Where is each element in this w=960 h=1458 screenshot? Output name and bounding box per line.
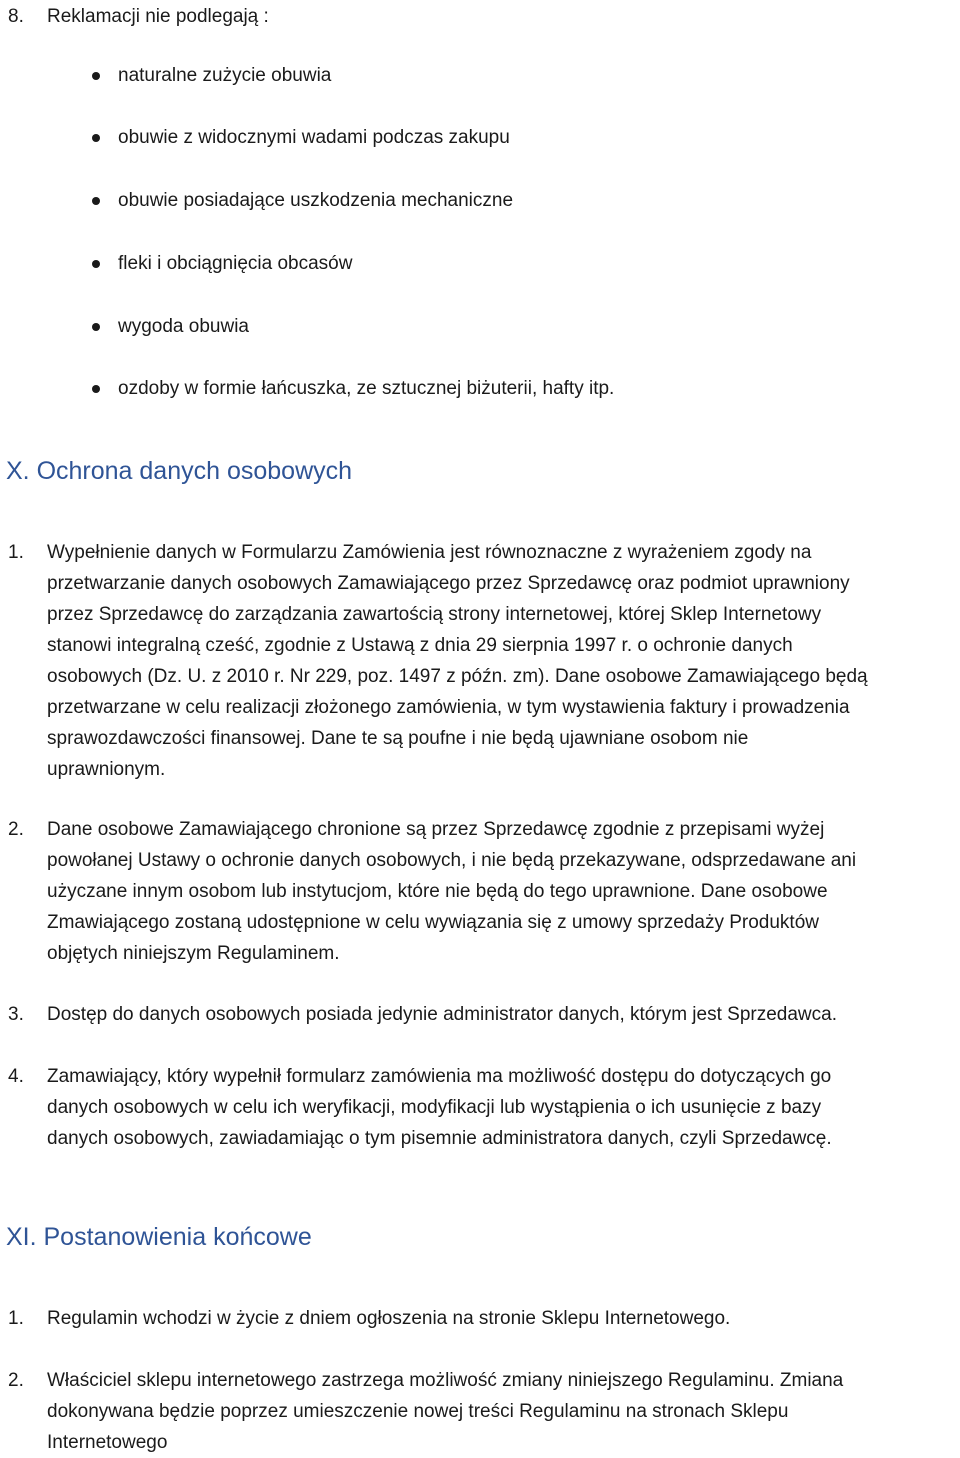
section-8-number: 8.	[8, 6, 24, 27]
text-line: Regulamin wchodzi w życie z dniem ogłoszenia na stronie Sklepu Internetowego.	[47, 1308, 731, 1329]
text-line: przetwarzanie danych osobowych Zamawiającego przez Sprzedawcę oraz podmiot uprawniony	[47, 573, 850, 594]
text-line: sprawozdawczości finansowej. Dane te są poufne i nie będą ujawniane osobom nie	[47, 728, 749, 749]
section-x-item-1-number: 1.	[8, 542, 24, 563]
section-x-item-2-number: 2.	[8, 819, 24, 840]
text-line: przetwarzane w celu realizacji złożonego zamówienia, w tym wystawienia faktury i prowadzenia	[47, 697, 850, 718]
bullet-icon	[92, 72, 100, 80]
section-xi-item-1-number: 1.	[8, 1308, 24, 1329]
text-line: uprawnionym.	[47, 759, 166, 780]
list-item: wygoda obuwia	[118, 316, 249, 337]
bullet-icon	[92, 385, 100, 393]
text-line: Właściciel sklepu internetowego zastrzega możliwość zmiany niniejszego Regulaminu. Zmiana	[47, 1370, 844, 1391]
list-item: ozdoby w formie łańcuszka, ze sztucznej biżuterii, hafty itp.	[118, 378, 615, 399]
text-line: osobowych (Dz. U. z 2010 r. Nr 229, poz. 1497 z późn. zm). Dane osobowe Zamawiającego będą	[47, 666, 868, 687]
text-line: stanowi integralną cześć, zgodnie z Ustawą z dnia 29 sierpnia 1997 r. o ochronie danych	[47, 635, 793, 656]
bullet-icon	[92, 197, 100, 205]
text-line: objętych niniejszym Regulaminem.	[47, 943, 340, 964]
text-line: użyczane innym osobom lub instytucjom, które nie będą do tego uprawnione. Dane osobowe	[47, 881, 828, 902]
bullet-icon	[92, 134, 100, 142]
section-x-item-4-text	[47, 1061, 959, 1154]
text-line: powołanej Ustawy o ochronie danych osobowych, i nie będą przekazywane, odsprzedawane ani	[47, 850, 857, 871]
section-x-item-4-number: 4.	[8, 1066, 24, 1087]
section-8-title: Reklamacji nie podlegają :	[47, 6, 269, 27]
text-line: Wypełnienie danych w Formularzu Zamówienia jest równoznaczne z wyrażeniem zgody na	[47, 542, 812, 563]
text-line: Zamawiający, który wypełnił formularz zamówienia ma możliwość dostępu do dotyczących go	[47, 1066, 832, 1087]
section-x-item-2-text	[47, 814, 959, 969]
list-item: naturalne zużycie obuwia	[118, 65, 332, 86]
section-x-item-3-text	[47, 999, 959, 1030]
text-line: Dostęp do danych osobowych posiada jedynie administrator danych, którym jest Sprzedawca.	[47, 1004, 837, 1025]
text-line: dokonywana będzie poprzez umieszczenie nowej treści Regulaminu na stronach Sklepu	[47, 1401, 789, 1422]
text-line: przez Sprzedawcę do zarządzania zawartością strony internetowej, której Sklep Internetowy	[47, 604, 822, 625]
bullet-icon	[92, 260, 100, 268]
section-x-item-3-number: 3.	[8, 1004, 24, 1025]
list-item: obuwie z widocznymi wadami podczas zakupu	[118, 127, 510, 148]
section-x-item-1-text	[47, 537, 959, 785]
section-xi-item-2-number: 2.	[8, 1370, 24, 1391]
text-line: Dane osobowe Zamawiającego chronione są przez Sprzedawcę zgodnie z przepisami wyżej	[47, 819, 825, 840]
list-item: fleki i obciągnięcia obcasów	[118, 253, 353, 274]
text-line: danych osobowych w celu ich weryfikacji, modyfikacji lub wystąpienia o ich usunięcie z bazy	[47, 1097, 822, 1118]
text-line: Internetowego	[47, 1432, 168, 1453]
list-item: obuwie posiadające uszkodzenia mechaniczne	[118, 190, 514, 211]
text-line: Zmawiającego zostaną udostępnione w celu wywiązania się z umowy sprzedaży Produktów	[47, 912, 819, 933]
section-x-heading: X. Ochrona danych osobowych	[6, 457, 353, 485]
text-line: danych osobowych, zawiadamiając o tym pisemnie administratora danych, czyli Sprzedawcę.	[47, 1128, 832, 1149]
section-xi-item-2-text	[47, 1365, 959, 1458]
bullet-icon	[92, 323, 100, 331]
section-xi-heading: XI. Postanowienia końcowe	[6, 1223, 312, 1251]
section-xi-item-1-text	[47, 1303, 959, 1334]
